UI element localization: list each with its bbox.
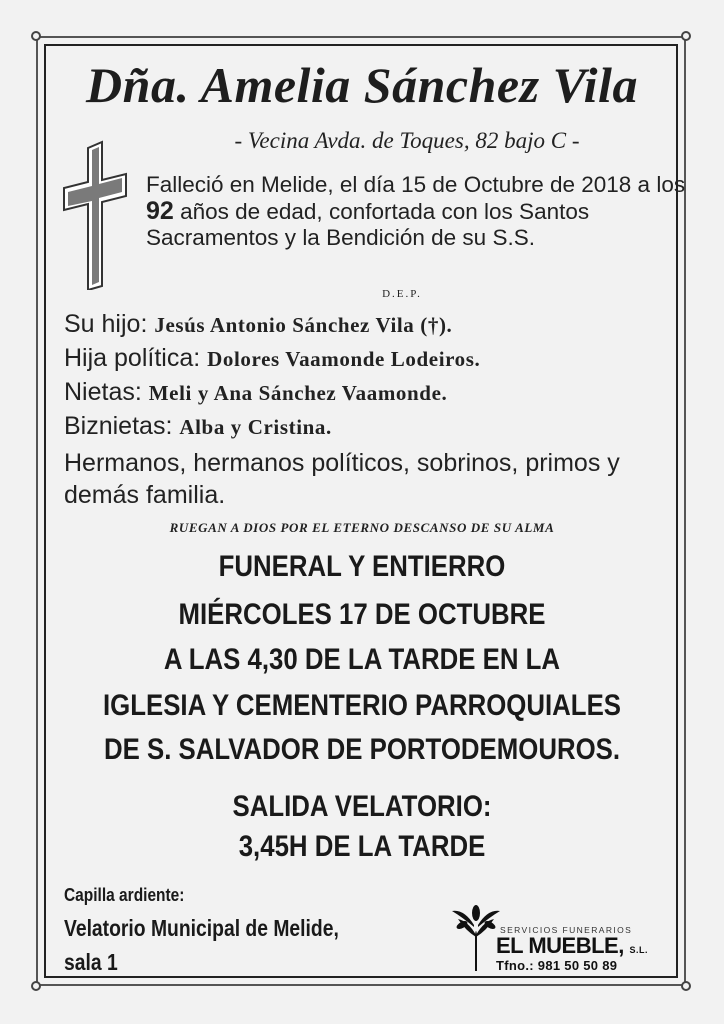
corner-ornament-tl	[31, 31, 41, 41]
corner-ornament-tr	[681, 31, 691, 41]
salida-line-2: 3,45H DE LA TARDE	[238, 830, 486, 863]
funeral-home-logo	[448, 905, 663, 977]
funeral-line-2: MIÉRCOLES 17 DE OCTUBRE	[178, 598, 546, 631]
logo-suffix: S.L.	[629, 945, 648, 955]
deceased-address: - Vecina Avda. de Toques, 82 bajo C -	[234, 128, 580, 153]
logo-phone: Tfno.: 981 50 50 89	[496, 958, 618, 973]
capilla-line-1: Velatorio Municipal de Melide,	[64, 915, 339, 941]
relative-label: Su hijo:	[64, 310, 155, 338]
corner-ornament-br	[681, 981, 691, 991]
funeral-line-3: A LAS 4,30 DE LA TARDE EN LA	[163, 643, 561, 676]
relative-value: Meli y Ana Sánchez Vaamonde.	[148, 381, 448, 405]
death-notice-text-2: años de edad, confortada con los Santos Sacramentos y la Bendición de su S.S.	[146, 199, 590, 250]
dep-label: D.E.P.	[382, 288, 422, 300]
corner-ornament-bl	[31, 981, 41, 991]
relative-label: Biznietas:	[64, 412, 180, 440]
deceased-name: Dña. Amelia Sánchez Vila	[86, 57, 638, 113]
relative-line-granddaughters	[64, 377, 694, 408]
capilla-line-2: sala 1	[64, 949, 118, 975]
family-line: Hermanos, hermanos políticos, sobrinos, primos y demás familia.	[64, 449, 620, 509]
funeral-line-1: FUNERAL Y ENTIERRO	[218, 550, 506, 583]
relative-value: Dolores Vaamonde Lodeiros.	[207, 347, 481, 371]
logo-name	[496, 933, 648, 959]
death-notice-text-1: Falleció en Melide, el día 15 de Octubre de 2018 a los	[146, 172, 686, 197]
relative-value: Alba y Cristina.	[179, 415, 332, 439]
relative-line-great-granddaughters	[64, 411, 694, 442]
relative-label: Nietas:	[64, 378, 149, 406]
cross-icon	[62, 140, 128, 290]
funeral-line-4: IGLESIA Y CEMENTERIO PARROQUIALES	[103, 689, 621, 722]
prayer-line: RUEGAN A DIOS POR EL ETERNO DESCANSO DE SU ALMA	[169, 520, 555, 535]
funeral-line-5: DE S. SALVADOR DE PORTODEMOUROS.	[103, 733, 621, 766]
capilla-label: Capilla ardiente:	[64, 885, 185, 905]
salida-line-1: SALIDA VELATORIO:	[232, 790, 492, 823]
logo-name-text: EL MUEBLE,	[496, 933, 624, 958]
relative-line-son	[64, 309, 694, 340]
death-notice	[146, 172, 686, 251]
age-value: 92	[146, 197, 174, 225]
logo-tagline: SERVICIOS FUNERARIOS	[500, 925, 633, 935]
relative-label: Hija política:	[64, 344, 208, 372]
relative-line-daughter-in-law	[64, 343, 694, 374]
relative-value: Jesús Antonio Sánchez Vila (†).	[154, 313, 453, 337]
